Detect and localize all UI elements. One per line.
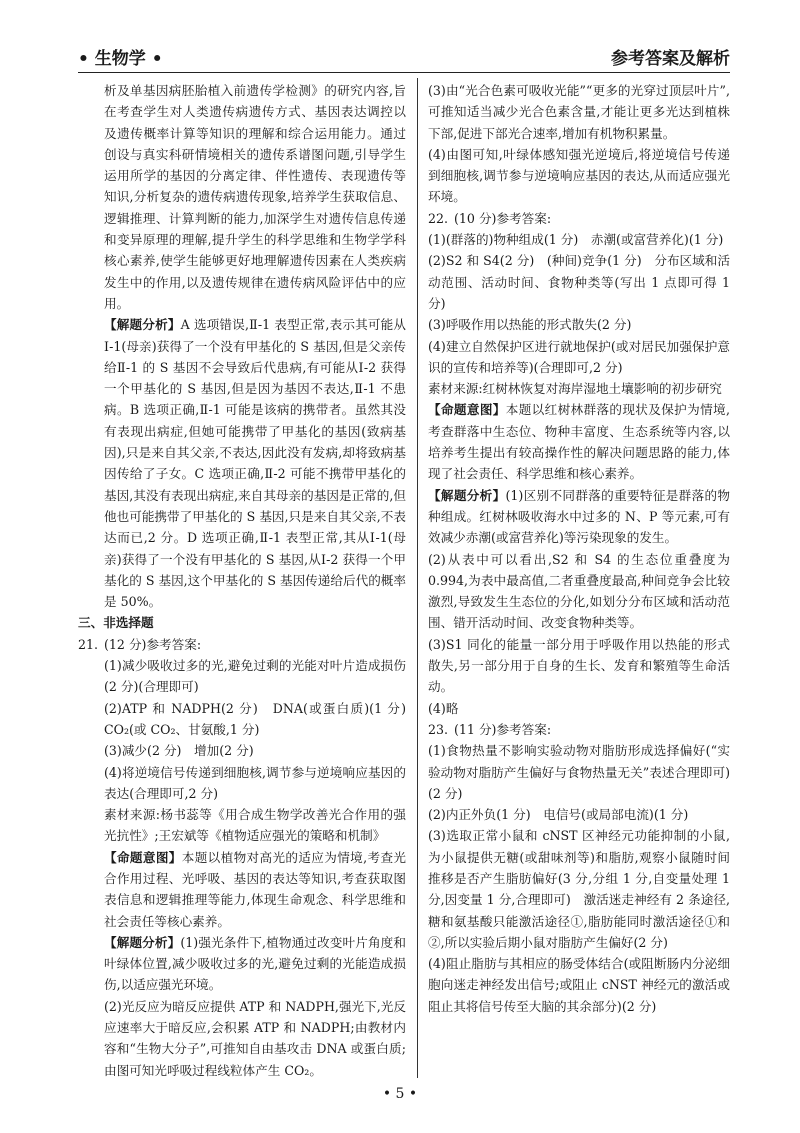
question-number: 22. [428, 210, 449, 226]
question-number: 23. [428, 721, 449, 737]
analysis-label: 【解题分析】 [104, 317, 181, 333]
answer-3: (3)减少(2 分) 增加(2 分) [104, 743, 254, 759]
header-rule [78, 72, 730, 73]
page-header [78, 44, 730, 70]
intent-paragraph [428, 399, 730, 484]
page-number: • 5 • [382, 1086, 418, 1102]
answer-1: (1)(群落的)物种组成(1 分) 赤潮(或富营养化)(1 分) [428, 232, 724, 248]
answer-2: (2)内正外负(1 分) 电信号(或局部电流)(1 分) [428, 807, 689, 823]
answer-4: (4)阻止脂肪与其相应的肠受体结合(或阻断肠内分泌细胞向迷走神经发出信号;或阻止 cNST 神经元的激活或阻止其将信号传至大脑的其余部分)(2 分) [428, 956, 730, 1014]
subject-title: • 生物学 • [78, 49, 163, 69]
analysis-paragraph-2: (2)光反应为暗反应提供 ATP 和 NADPH,强光下,光反应速率大于暗反应,会积累 ATP 和 NADPH;由教材内容和“生物大分子”,可推知自由基攻击 DNA 或蛋白质;由图可知光呼吸过程线粒体产生 CO₂。 [104, 998, 406, 1078]
answer-continued-4: (4)由图可知,叶绿体感知强光逆境后,将逆境信号传递到细胞核,调节参与逆境响应基因的表达,从而适应强光环境。 [428, 146, 730, 205]
intent-text: 本题以植物对高光的适应为情境,考查光合作用过程、光呼吸、基因的表达等知识,考查获取图表信息和逻辑推理等能力,体现生命观念、科学思维和社会责任等核心素养。 [104, 849, 407, 929]
answer-head: (10 分)参考答案: [454, 210, 552, 226]
answer-head: (12 分)参考答案: [104, 636, 202, 652]
section-heading: 三、非选择题 [78, 615, 154, 631]
intent-paragraph [104, 847, 406, 932]
analysis-text: A 选项错误,Ⅱ-1 表型正常,表示其可能从Ⅰ-1(母亲)获得了一个没有甲基化的 S 基因,但是父亲传给Ⅱ-1 的 S 基因不会导致后代患病,有可能从Ⅰ-2 获得一个甲基化的 S 基因,但是因为基因不表达,Ⅱ-1 不患病。B 选项正确,Ⅱ-1 可能是该病的携带者。虽然其没有表现出病症,但她可能携带了甲基化的基因(致病基因),只是来自其父亲,不表达,因此没有发病,却将致病基因传给了子女。C 选项正确,Ⅱ-2 可能不携带甲基化的基因,其没有表现出病症,来自其母亲的基因是正常的,但他也可能携带了甲基化的 S 基因,只是来自其父亲,不表达而已,2 分。D 选项正确,Ⅱ-1 表型正常,其从Ⅰ-1(母亲)获得了一个没有甲基化的 S 基因,从Ⅰ-2 获得一个甲基化的 S 基因,这个甲基化的 S 基因传递给后代的概率是 50%。 [104, 317, 406, 610]
answer-1: (1)减少吸收过多的光,避免过剩的光能对叶片造成损伤(2 分)(合理即可) [104, 658, 406, 695]
analysis-label: 【解题分析】 [428, 487, 506, 503]
analysis-label: 【解题分析】 [104, 934, 181, 950]
material-source: 素材来源:红树林恢复对海岸湿地土壤影响的初步研究 [428, 381, 722, 397]
question-21 [78, 634, 419, 1081]
intent-text: 本题以红树林群落的现状及保护为情境,考查群落中生态位、物种丰富度、生态系统等内容,以培养考生提出有较高操作性的解决问题思路的能力,体现了社会责任、科学思维和核心素养。 [428, 402, 731, 482]
column-divider [417, 78, 418, 1078]
analysis-paragraph [104, 932, 406, 996]
question-23 [428, 719, 730, 740]
analysis-paragraph-3: (3)S1 同化的能量一部分用于呼吸作用以热能的形式散失,另一部分用于自身的生长、发育和繁殖等生命活动。 [428, 636, 730, 695]
answer-continued-3: (3)由“光合色素可吸收光能”“更多的光穿过顶层叶片”,可推知适当减少光合色素含量,才能让更多光达到植株下部,促进下部光合速率,增加有机物积累量。 [428, 83, 730, 141]
answer-2: (2)S2 和 S4(2 分) (种间)竞争(1 分) 分布区域和活动范围、活动时间、食物种类等(写出 1 点即可得 1 分) [428, 253, 730, 311]
question-number: 21. [78, 636, 99, 652]
answer-3: (3)选取正常小鼠和 cNST 区神经元功能抑制的小鼠,为小鼠提供无糖(或甜味剂等)和脂肪,观察小鼠随时间推移是否产生脂肪偏好(3 分,分组 1 分,自变量处理 1 分,因变量 1 分,合理即可) 激活迷走神经有 2 条途径,糖和氨基酸只能激活途径①,脂肪能同时激活途径①和②,所以实验后期小鼠对脂肪产生偏好(2 分) [428, 828, 730, 950]
analysis-paragraph [78, 314, 406, 612]
answer-head: (11 分)参考答案: [454, 721, 552, 737]
right-column [428, 80, 730, 1017]
section-title: 参考答案及解析 [611, 49, 730, 69]
left-column [78, 80, 419, 1081]
analysis-paragraph [428, 485, 730, 549]
answer-1: (1)食物热量不影响实验动物对脂肪形成选择偏好(“实验动物对脂肪产生偏好与食物热量无关”表述合理即可)(2 分) [428, 743, 730, 801]
intent-continued: 析及单基因病胚胎植入前遗传学检测》的研究内容,旨在考查学生对人类遗传病遗传方式、基因表达调控以及遗传概率计算等知识的理解和综合运用能力。通过创设与真实科研情境相关的遗传系谱图问题,引导学生运用所学的基因的分离定律、伴性遗传、表现遗传等知识,分析复杂的遗传病遗传现象,培养学生获取信息、逻辑推理、计算判断的能力,加深学生对遗传信息传递和变异原理的理解,提升学生的科学思维和生物学学科核心素养,使学生能够更好地理解遗传因素在人类疾病发生中的作用,以及遗传规律在遗传病风险评估中的应用。 [104, 83, 406, 311]
answer-4: (4)建立自然保护区进行就地保护(或对居民加强保护意识的宣传和培养等)(合理即可,2 分) [428, 338, 730, 375]
material-source: 素材来源:杨书蕊等《用合成生物学改善光合作用的强光抗性》;王宏斌等《植物适应强光的策略和机制》 [104, 807, 406, 844]
answer-3: (3)呼吸作用以热能的形式散失(2 分) [428, 317, 632, 333]
intent-label: 【命题意图】 [428, 402, 506, 418]
question-22 [428, 208, 730, 229]
analysis-text: (1)强光条件下,植物通过改变叶片角度和叶绿体位置,减少吸收过多的光,避免过剩的光能造成损伤,以适应强光环境。 [104, 934, 407, 993]
intent-label: 【命题意图】 [104, 849, 182, 865]
analysis-paragraph-2: (2)从表中可以看出,S2 和 S4 的生态位重叠度为 0.994,为表中最高值,二者重叠度最高,种间竞争会比较激烈,导致发生生态位的分化,如划分分布区域和活动范围、错开活动时间、改变食物种类等。 [428, 551, 730, 631]
answer-2: (2)ATP 和 NADPH(2 分) DNA(或蛋白质)(1 分) CO₂(或 CO₂、甘氨酸,1 分) [104, 700, 419, 737]
analysis-text: (1)区别不同群落的重要特征是群落的物种组成。红树林吸收海水中过多的 N、P 等元素,可有效减少赤潮(或富营养化)等污染现象的发生。 [428, 487, 730, 546]
analysis-paragraph-4: (4)略 [428, 700, 459, 716]
answer-4: (4)将逆境信号传递到细胞核,调节参与逆境响应基因的表达(合理即可,2 分) [104, 764, 406, 801]
